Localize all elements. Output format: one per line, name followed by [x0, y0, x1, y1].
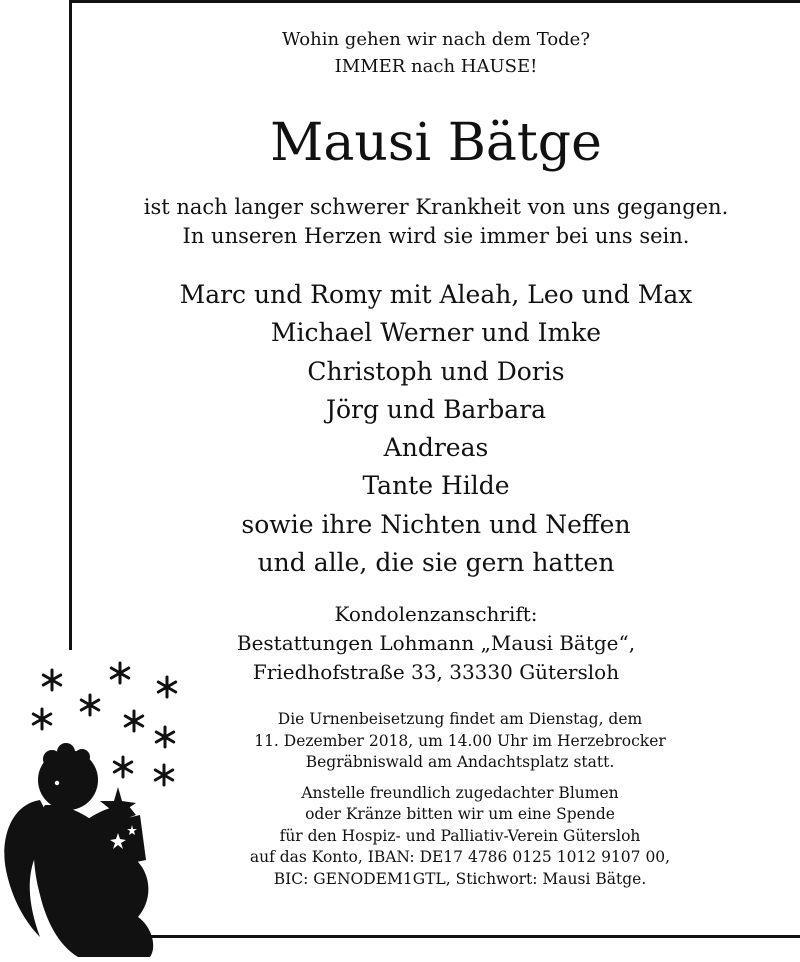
- donation-line-5: BIC: GENODEM1GTL, Stichwort: Mausi Bätge.: [273, 869, 647, 888]
- paragraph-gap: [120, 774, 800, 783]
- motto-line-1: Wohin gehen wir nach dem Tode?: [282, 29, 590, 50]
- mourner-line: Andreas: [383, 433, 489, 463]
- deceased-name: Mausi Bätge: [270, 113, 602, 173]
- donation-line-3: für den Hospiz- und Palliativ-Verein Gütersloh: [279, 826, 641, 845]
- motto: [72, 26, 800, 80]
- mourner-line: Christoph und Doris: [307, 356, 565, 386]
- mourner-line: Jörg und Barbara: [325, 394, 547, 424]
- mourners-list: [72, 276, 800, 582]
- intro-line-2: In unseren Herzen wird sie immer bei uns sein.: [182, 224, 690, 248]
- intro-text: [72, 193, 800, 251]
- donation-line-1: Anstelle freundlich zugedachter Blumen: [301, 783, 619, 802]
- frame-bottom-border: [150, 935, 800, 938]
- mourner-line: Michael Werner und Imke: [270, 318, 602, 348]
- intro-line-1: ist nach langer schwerer Krankheit von uns gegangen.: [143, 195, 729, 219]
- burial-line-3: Begräbniswald am Andachtsplatz statt.: [305, 753, 615, 771]
- motto-line-2: IMMER nach HAUSE!: [334, 56, 538, 77]
- angel-silhouette: [4, 743, 153, 957]
- mourner-line: und alle, die sie gern hatten: [257, 548, 615, 578]
- mourner-line: Tante Hilde: [362, 471, 510, 501]
- donation-line-2: oder Kränze bitten wir um eine Spende: [305, 805, 615, 823]
- burial-line-1: Die Urnenbeisetzung findet am Dienstag, dem: [277, 710, 643, 728]
- frame-top-border: [69, 0, 800, 3]
- burial-line-2: 11. Dezember 2018, um 14.00 Uhr im Herzebrocker: [254, 731, 666, 750]
- condolence-line-1: Bestattungen Lohmann „Mausi Bätge“,: [236, 631, 636, 655]
- angel-with-stars-icon: [0, 655, 190, 962]
- mourner-line: sowie ihre Nichten und Neffen: [241, 509, 631, 539]
- donation-line-4: auf das Konto, IBAN: DE17 4786 0125 1012 9107 00,: [249, 848, 671, 866]
- mourner-line: Marc und Romy mit Aleah, Leo und Max: [179, 280, 693, 309]
- condolence-heading: Kondolenzanschrift:: [334, 602, 538, 626]
- ceremony-details: [120, 709, 800, 890]
- condolence-line-2: Friedhofstraße 33, 33330 Gütersloh: [252, 660, 620, 684]
